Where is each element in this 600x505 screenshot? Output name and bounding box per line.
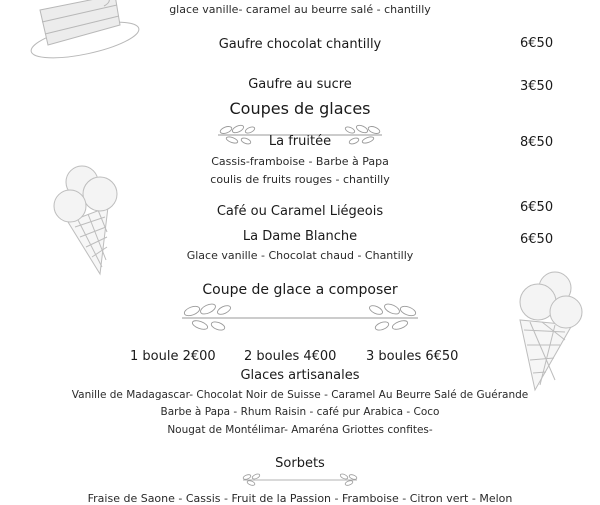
waffle-sucre-price: 3€50 bbox=[520, 79, 554, 94]
sorbets-heading: Sorbets bbox=[275, 456, 325, 471]
option-2-boules: 2 boules 4€00 bbox=[244, 349, 337, 364]
compose-heading: Coupe de glace a composer bbox=[202, 282, 398, 298]
waffle-chocolat-name: Gaufre chocolat chantilly bbox=[218, 37, 382, 52]
liegeois-name: Café ou Caramel Liégeois bbox=[216, 204, 384, 219]
artisanales-heading: Glaces artisanales bbox=[240, 368, 360, 383]
dame-blanche-name: La Dame Blanche bbox=[242, 229, 358, 244]
coupes-heading: Coupes de glaces bbox=[229, 99, 371, 118]
waffle-sucre-name: Gaufre au sucre bbox=[248, 77, 352, 92]
sorbets-line: Fraise de Saone - Cassis - Fruit de la Passion - Framboise - Citron vert - Melon bbox=[87, 492, 513, 505]
la-fruitee-desc-2: coulis de fruits rouges - chantilly bbox=[210, 173, 390, 186]
la-fruitee-name: La fruitée bbox=[268, 134, 332, 149]
leaf-divider-icon bbox=[237, 473, 363, 487]
leaf-divider-icon bbox=[172, 303, 428, 333]
top-item-description: glace vanille- caramel au beurre salé - chantilly bbox=[169, 3, 431, 16]
artisanales-line-3: Nougat de Montélimar- Amaréna Griottes confites- bbox=[167, 424, 433, 436]
liegeois-price: 6€50 bbox=[520, 200, 554, 215]
la-fruitee-price: 8€50 bbox=[520, 135, 554, 150]
option-1-boule: 1 boule 2€00 bbox=[130, 349, 216, 364]
artisanales-line-2: Barbe à Papa - Rhum Raisin - café pur Arabica - Coco bbox=[160, 406, 440, 418]
artisanales-line-1: Vanille de Madagascar- Chocolat Noir de Suisse - Caramel Au Beurre Salé de Guérande bbox=[71, 389, 529, 401]
dame-blanche-desc: Glace vanille - Chocolat chaud - Chantilly bbox=[186, 249, 414, 262]
waffle-chocolat-price: 6€50 bbox=[520, 36, 554, 51]
dame-blanche-price: 6€50 bbox=[520, 232, 554, 247]
la-fruitee-desc-1: Cassis-framboise - Barbe à Papa bbox=[211, 155, 389, 168]
option-3-boules: 3 boules 6€50 bbox=[366, 349, 459, 364]
